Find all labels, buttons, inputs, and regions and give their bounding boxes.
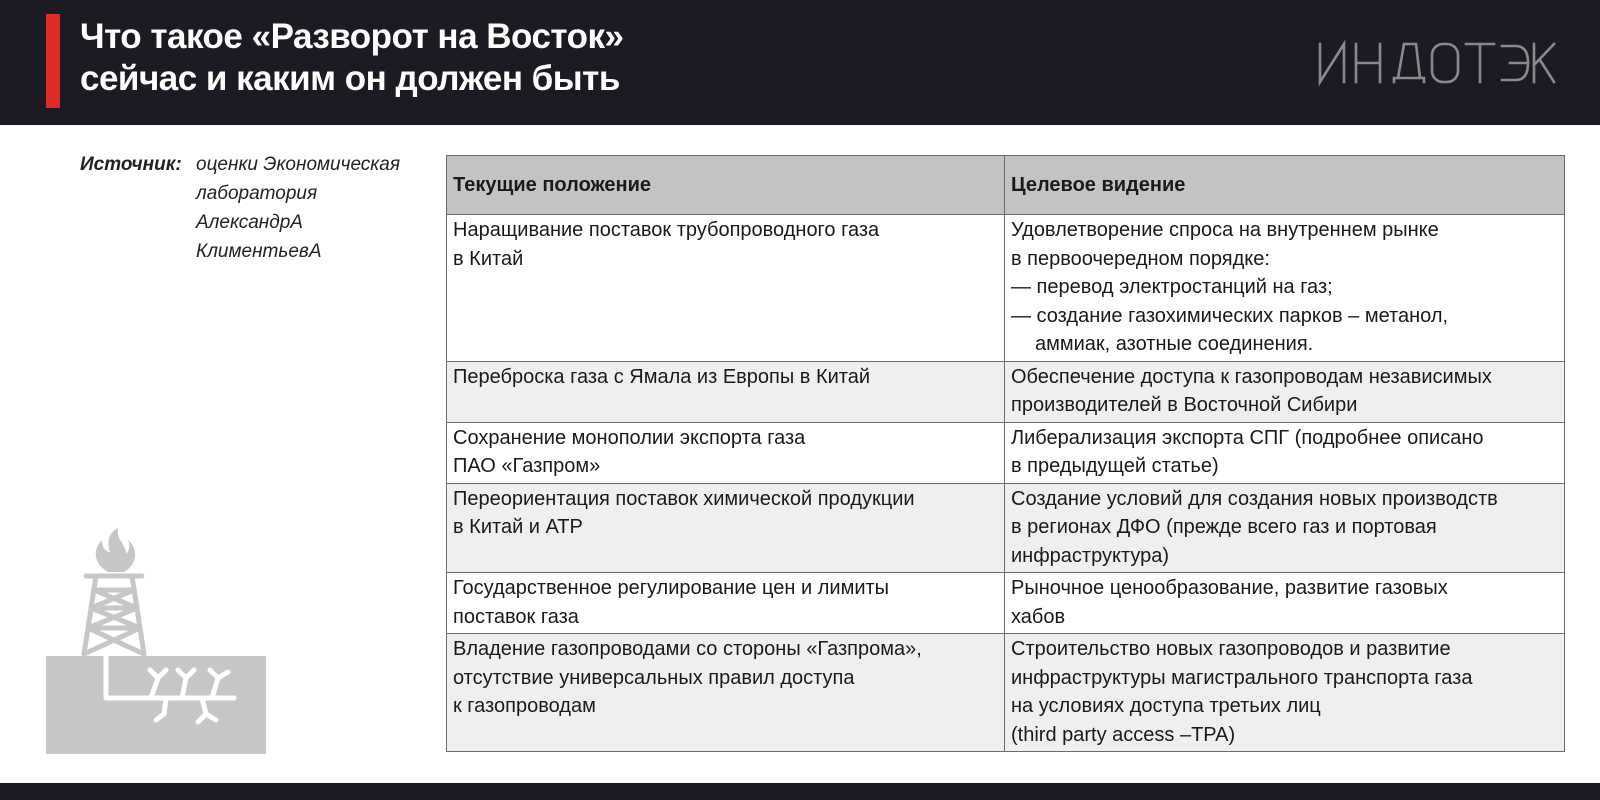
source-line: КлиментьевА bbox=[196, 241, 322, 262]
cell-line: ПАО «Газпром» bbox=[453, 455, 601, 477]
gas-rig-icon bbox=[46, 528, 266, 754]
cell-line: к газопроводам bbox=[453, 695, 596, 717]
source-label: Источник: bbox=[80, 154, 182, 175]
table-row bbox=[447, 573, 1565, 634]
header-bar bbox=[0, 0, 1600, 125]
cell-line: инфраструктура) bbox=[1011, 544, 1170, 567]
cell-line: инфраструктуры магистрального транспорта газа bbox=[1011, 666, 1473, 689]
cell-line: Создание условий для создания новых производств bbox=[1011, 487, 1498, 510]
source-text bbox=[196, 150, 430, 266]
cell-target bbox=[1005, 573, 1565, 634]
cell-line: Удовлетворение спроса на внутреннем рынке bbox=[1011, 219, 1439, 241]
cell-target bbox=[1005, 422, 1565, 483]
comparison-table bbox=[446, 155, 1565, 752]
table-row bbox=[447, 634, 1565, 752]
cell-current bbox=[447, 634, 1005, 752]
cell-line: Строительство новых газопроводов и развитие bbox=[1011, 638, 1451, 660]
cell-line: производителей в Восточной Сибири bbox=[1011, 394, 1358, 416]
logo-text: ИНДОТЭК bbox=[1316, 86, 1321, 87]
table-row bbox=[447, 215, 1565, 362]
cell-line: Владение газопроводами со стороны «Газпрома», bbox=[453, 638, 922, 660]
cell-current bbox=[447, 422, 1005, 483]
cell-line: в первоочередном порядке: bbox=[1011, 247, 1270, 270]
cell-line: Переброска газа с Ямала из Европы в Китай bbox=[453, 365, 871, 388]
column-header-current: Текущие положение bbox=[447, 156, 1005, 215]
cell-bullet: — создание газохимических парков – метанол, bbox=[1011, 304, 1449, 327]
cell-line: на условиях доступа третьих лиц bbox=[1011, 695, 1321, 717]
cell-line: в Китай bbox=[453, 247, 524, 270]
footer-bar bbox=[0, 783, 1600, 800]
cell-bullet: — перевод электростанций на газ; bbox=[1011, 276, 1333, 298]
cell-line: Наращивание поставок трубопроводного газа bbox=[453, 219, 880, 241]
cell-line: хабов bbox=[1011, 605, 1066, 628]
cell-line: (third party access –TPA) bbox=[1011, 723, 1236, 746]
cell-line: Государственное регулирование цен и лимиты bbox=[453, 577, 890, 599]
title-line: Что такое «Разворот на Восток» bbox=[80, 17, 624, 56]
cell-line: в предыдущей статье) bbox=[1011, 455, 1219, 477]
source-line: АлександрА bbox=[196, 212, 303, 233]
cell-line: Рыночное ценообразование, развитие газовых bbox=[1011, 577, 1448, 599]
table-row bbox=[447, 483, 1565, 573]
cell-line: отсутствие универсальных правил доступа bbox=[453, 666, 855, 689]
cell-line: Переориентация поставок химической продукции bbox=[453, 487, 915, 510]
cell-current bbox=[447, 361, 1005, 422]
table-row bbox=[447, 361, 1565, 422]
cell-bullet-continuation: аммиак, азотные соединения. bbox=[1035, 333, 1314, 355]
cell-target bbox=[1005, 634, 1565, 752]
source-line: оценки Экономическая bbox=[196, 154, 400, 175]
cell-line: Обеспечение доступа к газопроводам независимых bbox=[1011, 365, 1492, 388]
source-line: лаборатория bbox=[196, 183, 318, 204]
cell-current bbox=[447, 483, 1005, 573]
cell-line: Сохранение монополии экспорта газа bbox=[453, 426, 806, 449]
cell-target bbox=[1005, 215, 1565, 362]
cell-line: в регионах ДФО (прежде всего газ и портовая bbox=[1011, 516, 1437, 538]
cell-target bbox=[1005, 483, 1565, 573]
table-row bbox=[447, 422, 1565, 483]
title-line: сейчас и каким он должен быть bbox=[80, 59, 620, 98]
cell-current bbox=[447, 573, 1005, 634]
indotek-logo bbox=[1316, 38, 1556, 88]
cell-line: Либерализация экспорта СПГ (подробнее описано bbox=[1011, 426, 1484, 449]
cell-target bbox=[1005, 361, 1565, 422]
accent-bar bbox=[46, 14, 60, 108]
page-title bbox=[80, 16, 623, 100]
cell-line: в Китай и АТР bbox=[453, 516, 583, 538]
column-header-target: Целевое видение bbox=[1005, 156, 1565, 215]
cell-line: поставок газа bbox=[453, 605, 579, 628]
table-header-row bbox=[447, 156, 1565, 215]
cell-current bbox=[447, 215, 1005, 362]
